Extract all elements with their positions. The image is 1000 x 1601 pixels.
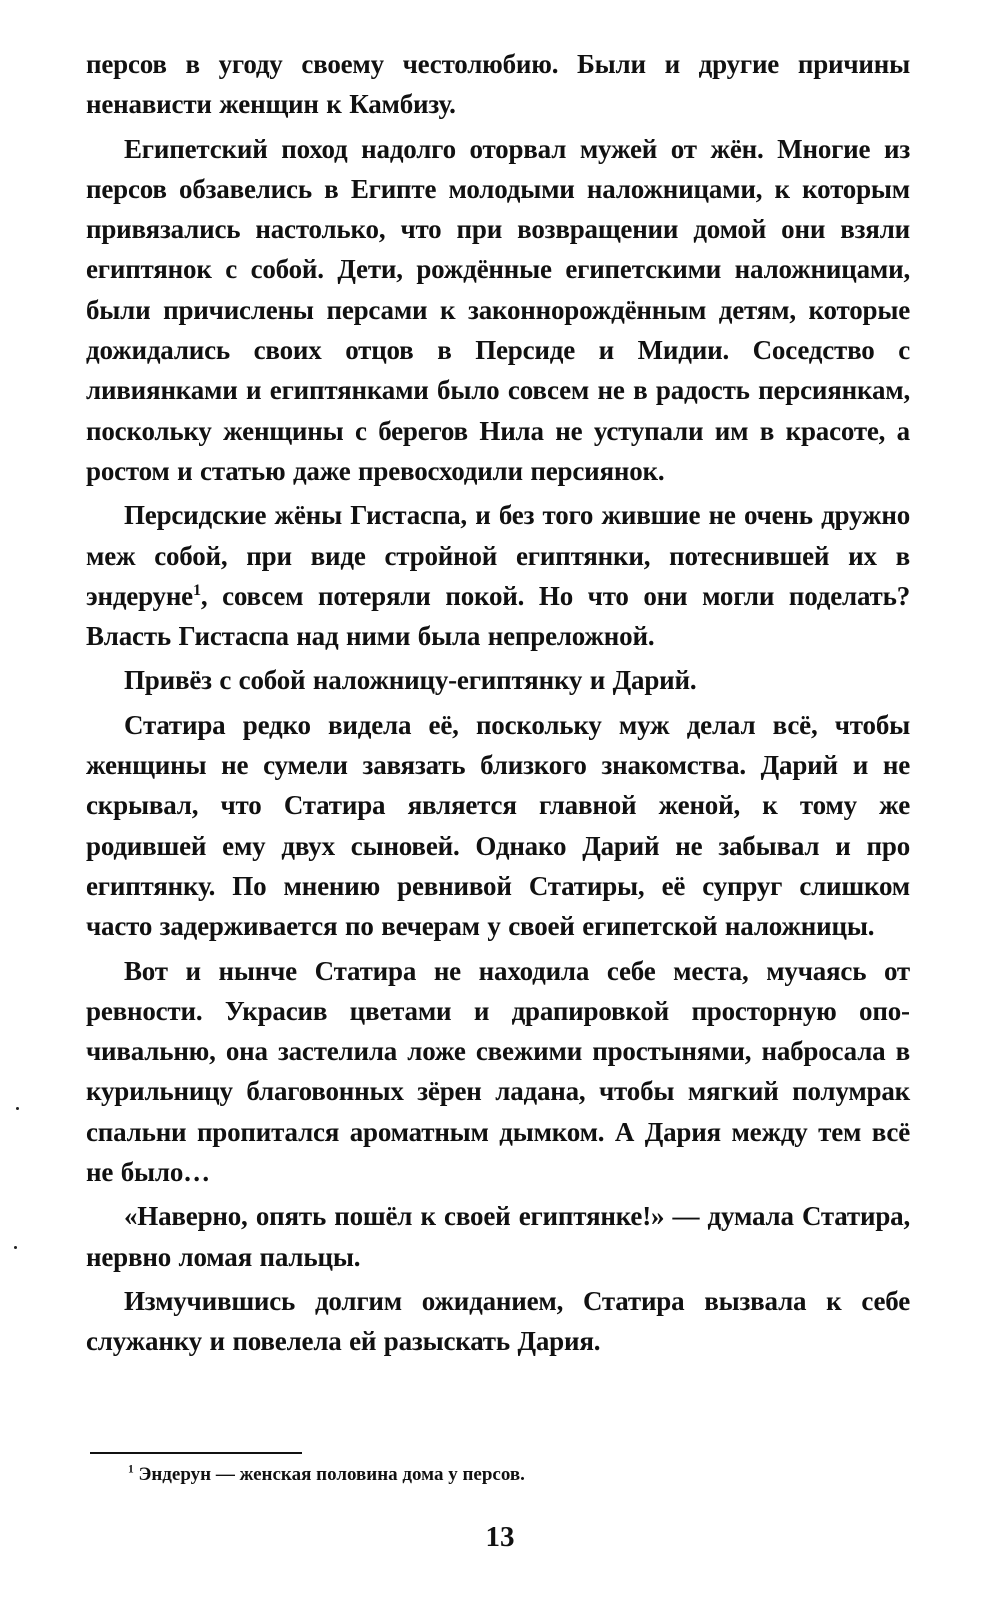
paragraph-7: «Наверно, опять пошёл к своей египтянке!» — думала Статира, нервно ломая пальцы. [86, 1201, 910, 1272]
paragraph-2: Египетский поход надолго оторвал мужей от жён. Многие из персов обзавелись в Египте молодыми наложницами, к которым привязались настолько, что при возвращении домой они взяли египтянок с собой. Дети, рождённые египетскими наложницами, были причислены персами к законнорождённым детям, которые дожидались своих отцов в Персиде и Мидии. Соседство с ливиянками и египтянками было совсем не в радость персиянкам, поскольку женщины с берегов Нила не уступали им в красоте, а ростом и статью даже превосходили персиянок. [86, 133, 910, 486]
footnote-divider [90, 1452, 302, 1454]
paragraph-8: Измучившись долгим ожиданием, Статира вызвала к себе служанку и повелела ей разыскать Дария. [86, 1285, 910, 1357]
paragraph-3-text: Персидские жёны Гистаспа, и без того жившие не очень дружно меж собой, при виде стройной египтянки, потеснившей их в эндеруне [86, 500, 910, 611]
footnote-text: Эндерун — женская половина дома у персов. [138, 1464, 525, 1485]
scan-speck [14, 1246, 17, 1249]
paragraph-3 [86, 495, 910, 656]
page-body [86, 44, 910, 1362]
paragraph-6: Вот и нынче Статира не находила себе места, мучаясь от ревности. Украсив цветами и драпировкой просторную опочивальню, она застелила ложе свежими простынями, набросала в курильницу благовонных зёрен ладана, чтобы мягкий полумрак спальни пропитался ароматным дымком. А Дария между тем всё не было… [86, 955, 910, 1188]
footnote [128, 1463, 525, 1487]
scan-speck [16, 1107, 19, 1110]
footnote-ref: 1 [192, 580, 201, 599]
page-number: 13 [485, 1521, 515, 1553]
paragraph-3-tail: , совсем потеряли покой. Но что они могли поделать? Власть Гистаспа над ними была непреложной. [86, 580, 910, 652]
paragraph-5: Статира редко видела её, поскольку муж делал всё, чтобы женщины не сумели завязать близкого знакомства. Дарий и не скрывал, что Статира является главной женой, к тому же родившей ему двух сыновей. Однако Дарий не забывал и про египтянку. По мнению ревнивой Статиры, её супруг слишком часто задерживается по вечерам у своей египетской наложницы. [86, 709, 910, 942]
footnote-marker: 1 [128, 1463, 134, 1476]
paragraph-1: персов в угоду своему честолюбию. Были и другие причины ненависти женщин к Камбизу. [86, 49, 910, 120]
paragraph-4: Привёз с собой наложницу-египтянку и Дарий. [124, 665, 697, 696]
